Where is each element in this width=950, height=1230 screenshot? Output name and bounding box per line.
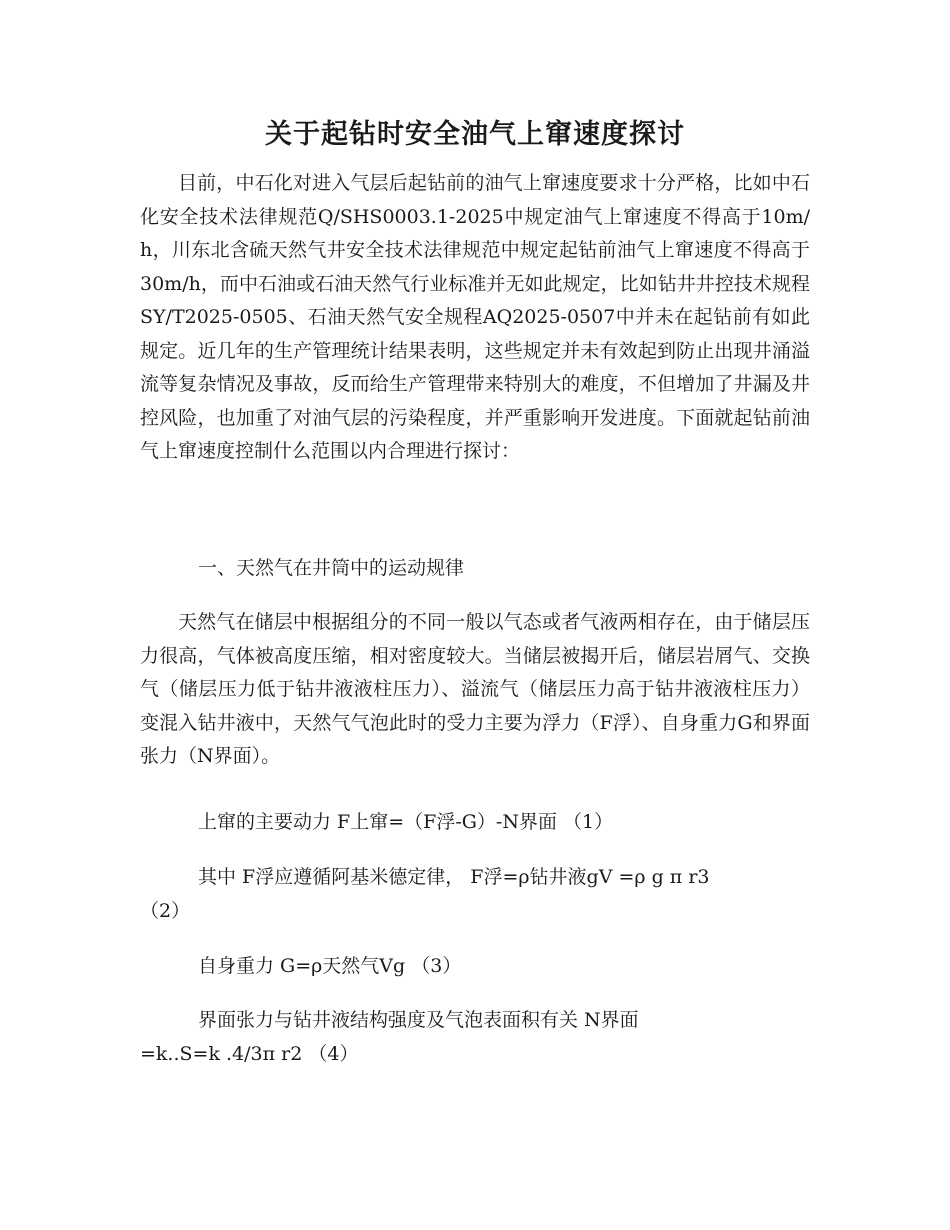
equation-3: 自身重力 G=ρ天然气Vg （3）: [198, 955, 462, 977]
equation-2: 其中 F浮应遵循阿基米德定律， F浮=ρ钻井液gV =ρ g π r3: [198, 866, 710, 888]
intro-paragraph: 目前，中石化对进入气层后起钻前的油气上窜速度要求十分严格，比如中石化安全技术法律规范Q/SHS0003.1-2025中规定油气上窜速度不得高于10m/h，川东北含硫天然气井安全技术法律规范中规定起钻前油气上窜速度不得高于30m/h，而中石油或石油天然气行业标准并无如此规定，比如钻井井控技术规程SY/T2025-0505、石油天然气安全规程AQ2025-0507中并未在起钻前有如此规定。近几年的生产管理统计结果表明，这些规定并未有效起到防止出现井涌溢流等复杂情况及事故，反而给生产管理带来特别大的难度，不但增加了井漏及井控风险，也加重了对油气层的污染程度，并严重影响开发进度。下面就起钻前油气上窜速度控制什么范围以内合理进行探讨：: [140, 172, 810, 462]
section-body-paragraph: 天然气在储层中根据组分的不同一般以气态或者气液两相存在，由于储层压力很高，气体被高度压缩，相对密度较大。当储层被揭开后，储层岩屑气、交换气（储层压力低于钻井液液柱压力）、溢流气（储层压力高于钻井液液柱压力）变混入钻井液中，天然气气泡此时的受力主要为浮力（F浮）、自身重力G和界面张力（N界面）。: [140, 611, 810, 767]
equation-2-number: （2）: [140, 900, 191, 922]
document-title: 关于起钻时安全油气上窜速度探讨: [265, 119, 685, 150]
equation-1: 上窜的主要动力 F上窜=（F浮-G）-N界面 （1）: [198, 811, 614, 833]
equation-4-continuation: =k..S=k .4/3π r2 （4）: [140, 1043, 359, 1065]
equation-4: 界面张力与钻井液结构强度及气泡表面积有关 N界面: [198, 1009, 639, 1031]
section-heading: 一、天然气在井筒中的运动规律: [198, 557, 465, 579]
